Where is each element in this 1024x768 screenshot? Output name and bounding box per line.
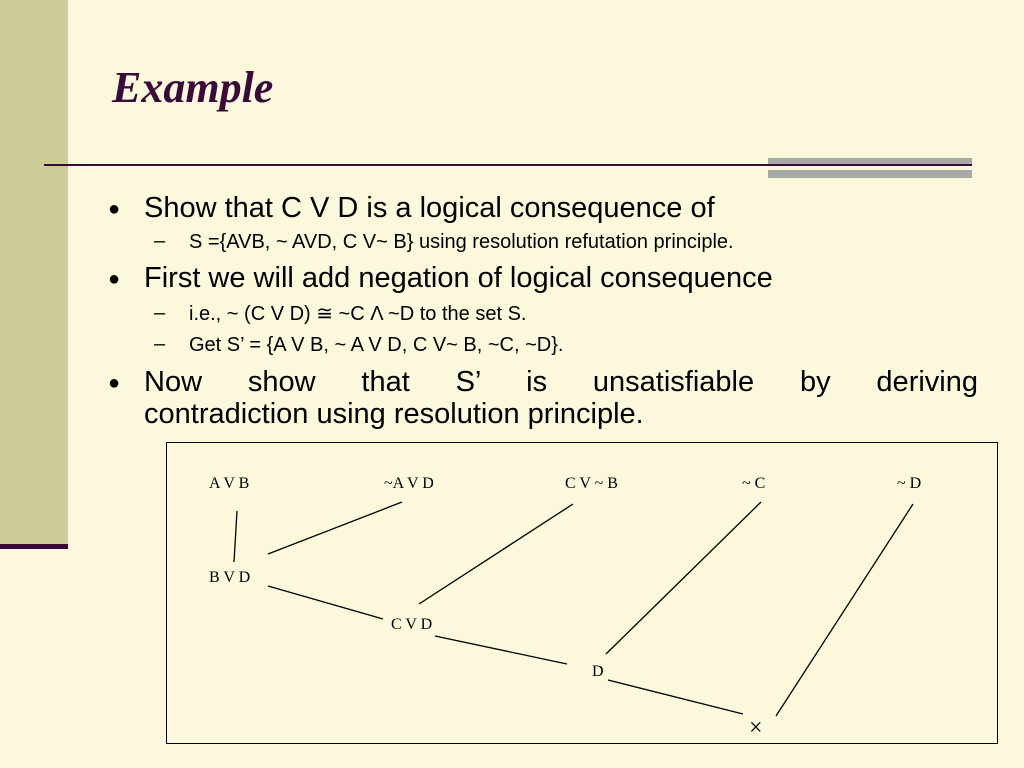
bullet-2-sub-1: i.e., ~ (C V D) ≅ ~C Λ ~D to the set S. xyxy=(189,303,527,325)
edge-bvd-to-cvd xyxy=(268,586,383,619)
node-not-a-or-d: ~A V D xyxy=(384,475,434,492)
node-not-c: ~ C xyxy=(742,475,766,492)
edge-cvd-to-d xyxy=(435,636,567,664)
sub-bullet-marker: – xyxy=(154,333,166,355)
edge-nd-to-contradiction xyxy=(776,504,913,716)
edge-nc-to-d xyxy=(606,502,761,654)
node-not-d: ~ D xyxy=(897,475,922,492)
bullet-marker: ● xyxy=(108,268,121,290)
bullet-3-text-line-1: Now show that S’ is unsatisfiable by deriving xyxy=(144,366,978,398)
sub-bullet-marker: – xyxy=(154,302,166,324)
node-d: D xyxy=(592,663,604,680)
node-a-or-b: A V B xyxy=(209,475,250,492)
edge-navd-to-bvd xyxy=(268,502,402,554)
edge-avb-to-bvd xyxy=(234,511,237,562)
bullet-2-text: First we will add negation of logical consequence xyxy=(144,262,773,294)
node-c-or-not-b: C V ~ B xyxy=(565,475,618,492)
bullet-marker: ● xyxy=(108,198,121,220)
resolution-tree xyxy=(167,443,997,743)
bullet-3-text-line-2: contradiction using resolution principle. xyxy=(144,398,644,430)
node-c-or-d: C V D xyxy=(391,616,433,633)
edge-cvnb-to-cvd xyxy=(419,504,573,604)
bullet-1-sub-1: S ={AVB, ~ AVD, C V~ B} using resolution refutation principle. xyxy=(189,231,734,253)
edge-d-to-contradiction xyxy=(608,680,743,714)
bullet-2-sub-2: Get S’ = {A V B, ~ A V D, C V~ B, ~C, ~D}. xyxy=(189,334,564,356)
node-b-or-d: B V D xyxy=(209,569,251,586)
bullet-marker: ● xyxy=(108,372,121,394)
sub-bullet-marker: – xyxy=(154,230,166,252)
resolution-diagram xyxy=(166,442,998,744)
bullet-1-text: Show that C V D is a logical consequence of xyxy=(144,192,715,224)
slide-title: Example xyxy=(112,63,274,112)
contradiction-mark: × xyxy=(749,715,763,741)
